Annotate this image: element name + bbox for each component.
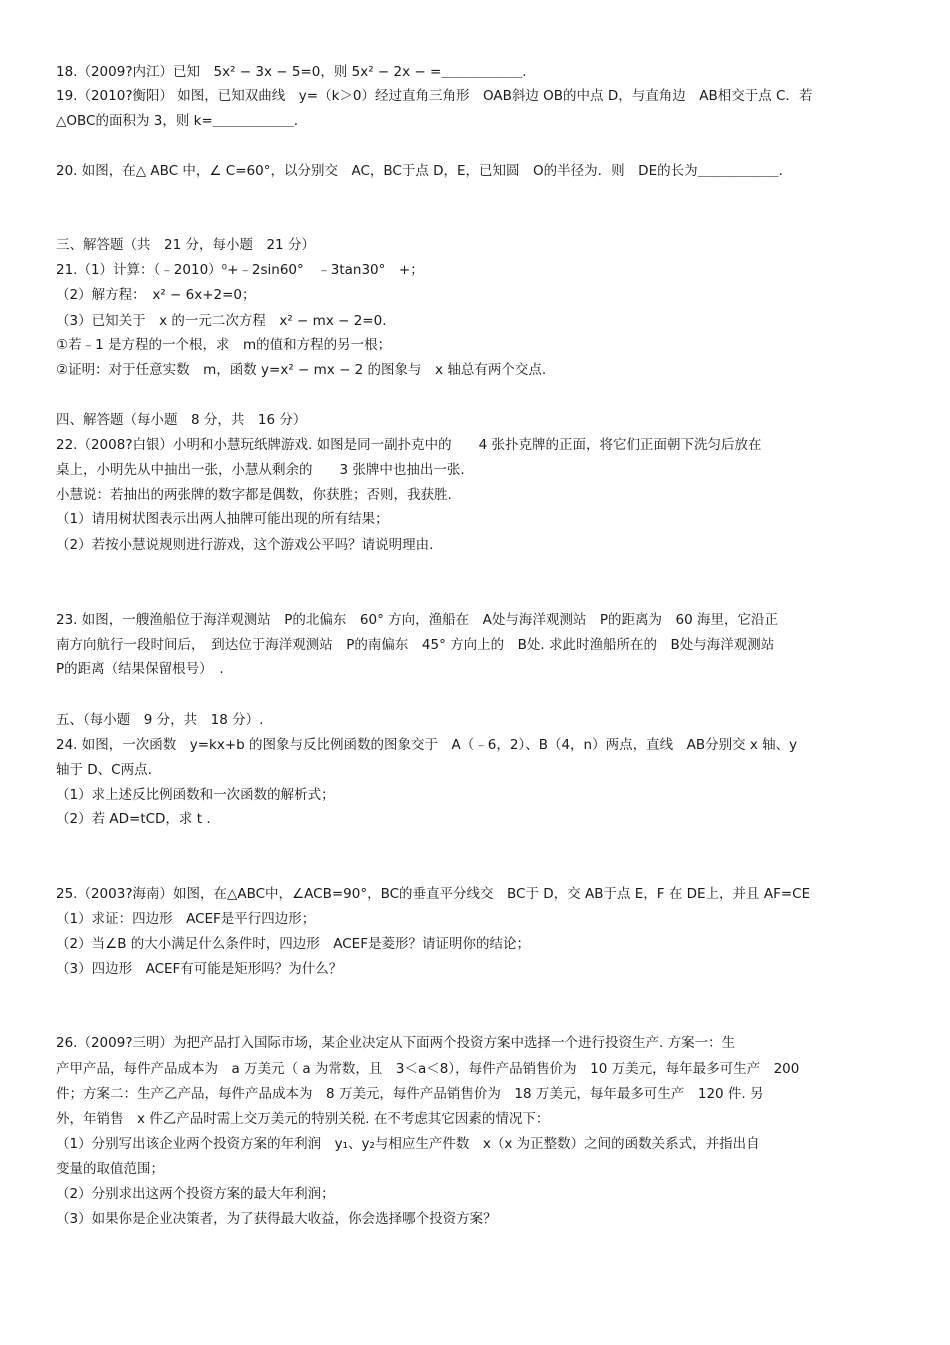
q24-line-4: （2）若 AD=tCD，求 t .	[56, 811, 211, 827]
q23-line-3: P的距离（结果保留根号） .	[56, 661, 224, 677]
q25-line-4: （3）四边形 ACEF有可能是矩形吗？为什么？	[56, 961, 343, 977]
q26-line-8: （3）如果你是企业决策者，为了获得最大收益，你会选择哪个投资方案？	[56, 1211, 497, 1227]
q26-line-3: 件；方案二：生产乙产品，每件产品成本为 8 万美元，每件产品销售价为 18 万美元，每年最多可生产 120 件. 另	[56, 1086, 764, 1102]
q25-line-1: 25.（2003?海南）如图，在△ABC中，∠ACB=90°，BC的垂直平分线交 BC于 D，交 AB于点 E，F 在 DE上，并且 AF=CE	[56, 886, 811, 902]
q24-line-1: 24. 如图，一次函数 y=kx+b 的图象与反比例函数的图象交于 A（﹣6，2）、B（4，n）两点，直线 AB分别交 x 轴、y	[56, 737, 798, 753]
q19-line-1: 19.（2010?衡阳） 如图，已知双曲线 y=（k＞0）经过直角三角形 OAB斜边 OB的中点 D，与直角边 AB相交于点 C．若	[56, 88, 813, 104]
q25-line-3: （2）当∠B 的大小满足什么条件时，四边形 ACEF是菱形？请证明你的结论；	[56, 936, 530, 952]
q21-line-2: （2）解方程： x² − 6x+2=0；	[56, 287, 256, 303]
q18-line: 18.（2009?内江）已知 5x² − 3x − 5=0，则 5x² − 2x − =＿＿＿＿＿＿.	[56, 64, 527, 80]
q26-line-5: （1）分别写出该企业两个投资方案的年利润 y₁、y₂与相应生产件数 x（x 为正整数）之间的函数关系式，并指出自	[56, 1136, 760, 1152]
q22-line-3: 小慧说：若抽出的两张牌的数字都是偶数，你获胜；否则，我获胜.	[56, 487, 452, 503]
q25-line-2: （1）求证：四边形 ACEF是平行四边形；	[56, 911, 316, 927]
q24-line-2: 轴于 D、C两点.	[56, 762, 152, 778]
q26-line-1: 26.（2009?三明）为把产品打入国际市场，某企业决定从下面两个投资方案中选择一个进行投资生产. 方案一：生	[56, 1035, 736, 1051]
section-5-heading: 五、（每小题 9 分，共 18 分）.	[56, 712, 264, 728]
q23-line-2: 南方向航行一段时间后， 到达位于海洋观测站 P的南偏东 45° 方向上的 B处. 求此时渔船所在的 B处与海洋观测站	[56, 637, 775, 653]
q26-line-7: （2）分别求出这两个投资方案的最大年利润；	[56, 1186, 335, 1202]
q19-line-2: △OBC的面积为 3，则 k=＿＿＿＿＿＿.	[56, 113, 299, 129]
q22-line-1: 22.（2008?白银）小明和小慧玩纸牌游戏. 如图是同一副扑克中的 4 张扑克牌的正面，将它们正面朝下洗匀后放在	[56, 437, 762, 453]
q26-line-6: 变量的取值范围；	[56, 1161, 164, 1177]
q24-line-3: （1）求上述反比例函数和一次函数的解析式；	[56, 787, 335, 803]
q26-line-2: 产甲产品，每件产品成本为 a 万美元（ a 为常数，且 3＜a＜8），每件产品销售价为 10 万美元，每年最多可生产 200	[56, 1061, 800, 1077]
q22-line-4: （1）请用树状图表示出两人抽牌可能出现的所有结果；	[56, 511, 389, 527]
q21-line-3: （3）已知关于 x 的一元二次方程 x² − mx − 2=0.	[56, 313, 387, 329]
section-4-heading: 四、解答题（每小题 8 分，共 16 分）	[56, 412, 307, 428]
q26-line-4: 外，年销售 x 件乙产品时需上交万美元的特别关税. 在不考虑其它因素的情况下：	[56, 1111, 550, 1127]
q23-line-1: 23. 如图，一艘渔船位于海洋观测站 P的北偏东 60° 方向，渔船在 A处与海洋观测站 P的距离为 60 海里，它沿正	[56, 612, 778, 628]
q21-line-5: ②证明：对于任意实数 m，函数 y=x² − mx − 2 的图象与 x 轴总有两个交点.	[56, 362, 547, 378]
section-3-heading: 三、解答题（共 21 分，每小题 21 分）	[56, 237, 315, 253]
q22-line-2: 桌上，小明先从中抽出一张，小慧从剩余的 3 张牌中也抽出一张.	[56, 462, 465, 478]
q21-line-1: 21.（1）计算：（﹣2010）⁰+﹣2sin60° ﹣3tan30° +；	[56, 262, 424, 278]
q20-line: 20. 如图，在△ ABC 中，∠ C=60°，以分别交 AC，BC于点 D，E，已知圆 O的半径为．则 DE的长为＿＿＿＿＿＿.	[56, 163, 783, 179]
q22-line-5: （2）若按小慧说规则进行游戏，这个游戏公平吗？请说明理由.	[56, 537, 434, 553]
q21-line-4: ①若﹣1 是方程的一个根，求 m的值和方程的另一根；	[56, 337, 392, 353]
